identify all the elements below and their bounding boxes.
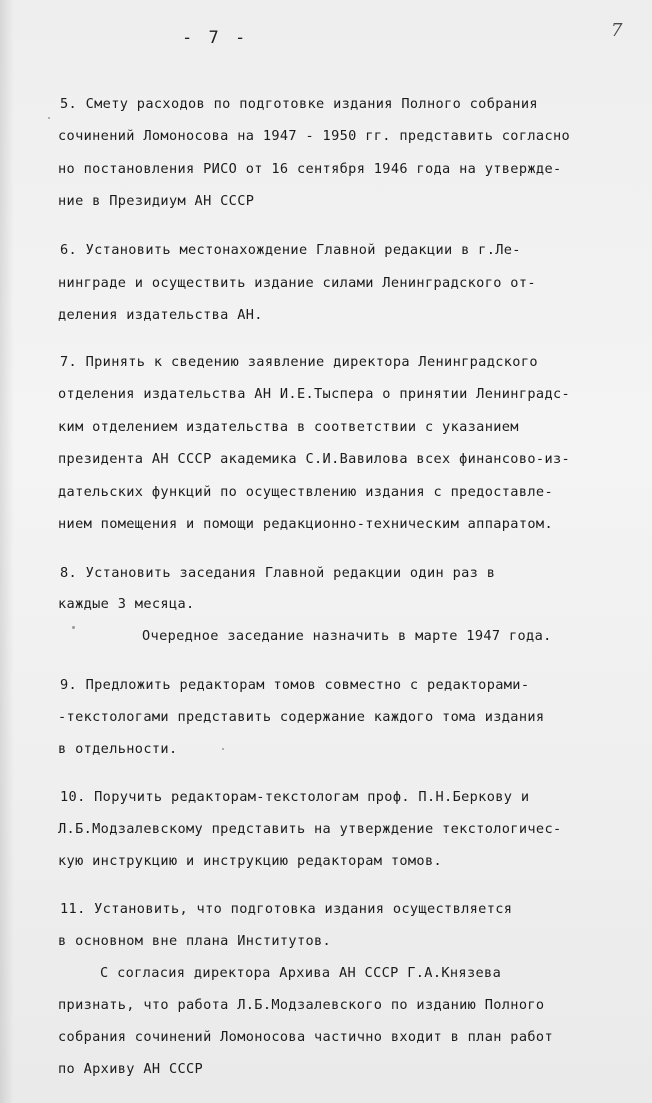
text-line: нием помещения и помощи редакционно-техническим аппаратом. bbox=[58, 516, 553, 532]
page-number: - 7 - bbox=[182, 28, 249, 48]
handwritten-page-number: 7 bbox=[611, 20, 623, 41]
text-line: признать, что работа Л.Б.Модзалевского по изданию Полного bbox=[58, 997, 545, 1013]
text-line: деления издательства АН. bbox=[58, 307, 263, 323]
text-line: кую инструкцию и инструкцию редакторам томов. bbox=[58, 853, 443, 869]
text-line: 7. Принять к сведению заявление директора Ленинградского bbox=[60, 354, 538, 370]
scan-speck bbox=[72, 626, 75, 629]
text-line: 6. Установить местонахождение Главной редакции в г.Ле- bbox=[60, 242, 521, 258]
text-line: 11. Установить, что подготовка издания осуществляется bbox=[60, 901, 513, 917]
text-line: но постановления РИСО от 16 сентября 1946 года на утвержде- bbox=[58, 161, 562, 177]
text-line: в отдельности. bbox=[58, 741, 178, 757]
text-line: отделения издательства АН И.Е.Тыспера о принятии Ленинградс- bbox=[58, 386, 571, 402]
scan-speck bbox=[48, 117, 50, 119]
text-line: Очередное заседание назначить в марте 1947 года. bbox=[142, 628, 552, 644]
text-line: -текстологами представить содержание каждого тома издания bbox=[58, 709, 545, 725]
text-line: дательских функций по осуществлению издания с предоставле- bbox=[58, 484, 553, 500]
text-line: 9. Предложить редакторам томов совместно с редакторами- bbox=[60, 677, 530, 693]
text-line: ким отделением издательства в соответствии с указанием bbox=[58, 419, 519, 435]
scan-speck bbox=[222, 748, 224, 750]
text-line: Л.Б.Модзалевскому представить на утверждение текстологичес- bbox=[58, 821, 562, 837]
text-line: 5. Смету расходов по подготовке издания Полного собрания bbox=[60, 96, 538, 112]
text-line: каждые 3 месяца. bbox=[58, 596, 195, 612]
text-line: нинграде и осуществить издание силами Ленинградского от- bbox=[58, 275, 536, 291]
text-line: сочинений Ломоносова на 1947 - 1950 гг. представить согласно bbox=[58, 128, 571, 144]
text-line: по Архиву АН СССР bbox=[58, 1061, 204, 1077]
text-line: в основном вне плана Институтов. bbox=[58, 933, 332, 949]
text-line: 10. Поручить редакторам-текстологам проф. П.Н.Беркову и bbox=[60, 789, 530, 805]
text-line: ние в Президиум АН СССР bbox=[58, 193, 255, 209]
text-line: собрания сочинений Ломоносова частично входит в план работ bbox=[58, 1029, 553, 1045]
text-line: президента АН СССР академика С.И.Вавилова всех финансово-из- bbox=[58, 451, 571, 467]
text-line: С согласия директора Архива АН СССР Г.А.Князева bbox=[100, 965, 502, 981]
text-line: 8. Установить заседания Главной редакции один раз в bbox=[60, 565, 496, 581]
